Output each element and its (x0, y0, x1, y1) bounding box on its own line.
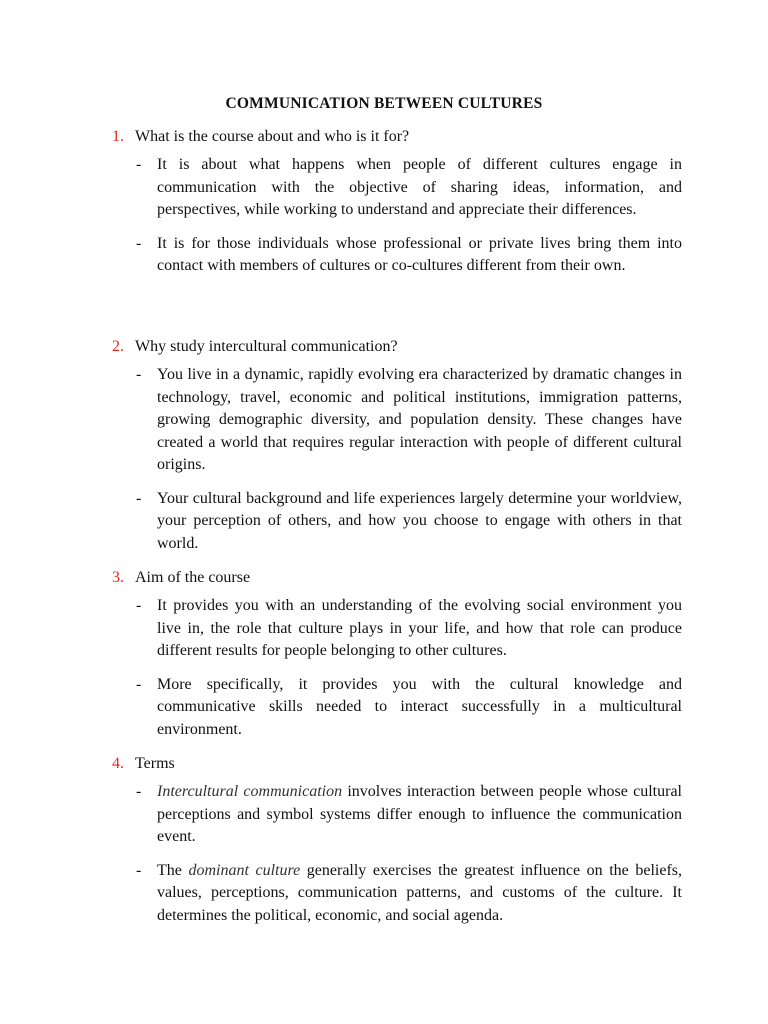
dash-bullet: - (136, 489, 142, 507)
dash-bullet: - (136, 861, 142, 879)
list-item (112, 233, 682, 278)
section-number: 3. (112, 569, 124, 586)
section-heading-text: Aim of the course (135, 569, 251, 586)
term-italic: dominant culture (188, 861, 301, 879)
section-4 (112, 753, 682, 938)
list-item (112, 364, 682, 477)
list-item-text: It provides you with an understanding of the evolving social environment you live in, the role that culture plays in your life, and how that role can produce different results for people belonging to other cultures. (157, 597, 682, 659)
term-definition: generally exercises the greatest influence on the beliefs, values, perceptions, communication patterns, and customs of the culture. It determines the political, economic, and social agenda. (157, 861, 682, 924)
section-heading (112, 126, 682, 148)
list-item (112, 154, 682, 222)
list-item-text: It is about what happens when people of different cultures engage in communication with the objective of sharing ideas, information, and perspectives, while working to understand and appreciate their differences. (157, 156, 682, 218)
page-title: COMMUNICATION BETWEEN CULTURES (225, 95, 543, 112)
list-item-text: Your cultural background and life experiences largely determine your worldview, your perception of others, and how you choose to engage with others in that world. (157, 489, 682, 552)
section-heading-text: What is the course about and who is it for? (135, 128, 410, 145)
section-heading-text: Why study intercultural communication? (135, 338, 398, 355)
list-item-text: You live in a dynamic, rapidly evolving era characterized by dramatic changes in technology, travel, economic and political institutions, immigration patterns, growing demographic diversity, and population density. These changes have created a world that requires regular interaction with people of different cultural origins. (157, 366, 682, 473)
list-item (112, 674, 682, 742)
section-heading (112, 336, 682, 358)
list-item-text (157, 860, 682, 928)
section-heading (112, 753, 682, 775)
term-italic: Intercultural communication (157, 783, 343, 800)
dash-bullet: - (136, 234, 142, 252)
section-number: 1. (112, 128, 124, 145)
list-item (112, 860, 682, 928)
term-definition: involves interaction between people whose cultural perceptions and symbol systems differ enough to influence the communication event. (157, 783, 682, 845)
list-item (112, 781, 682, 849)
dash-bullet: - (136, 597, 142, 614)
dash-bullet: - (136, 675, 142, 693)
dash-bullet: - (136, 783, 142, 800)
list-item (112, 488, 682, 556)
dash-bullet: - (136, 156, 142, 173)
section-2 (112, 336, 682, 566)
section-3 (112, 567, 682, 752)
dash-bullet: - (136, 366, 142, 383)
list-item (112, 595, 682, 663)
list-item-text: It is for those individuals whose professional or private lives bring them into contact with members of cultures or co-cultures different from their own. (157, 234, 682, 274)
section-heading (112, 567, 682, 589)
section-1 (112, 126, 682, 289)
section-number: 4. (112, 755, 124, 772)
section-number: 2. (112, 338, 124, 355)
term-prefix: The (157, 861, 189, 879)
list-item-text: More specifically, it provides you with the cultural knowledge and communicative skills needed to interact successfully in a multicultural environment. (157, 675, 682, 738)
list-item-text (157, 781, 682, 849)
section-heading-text: Terms (135, 755, 175, 772)
